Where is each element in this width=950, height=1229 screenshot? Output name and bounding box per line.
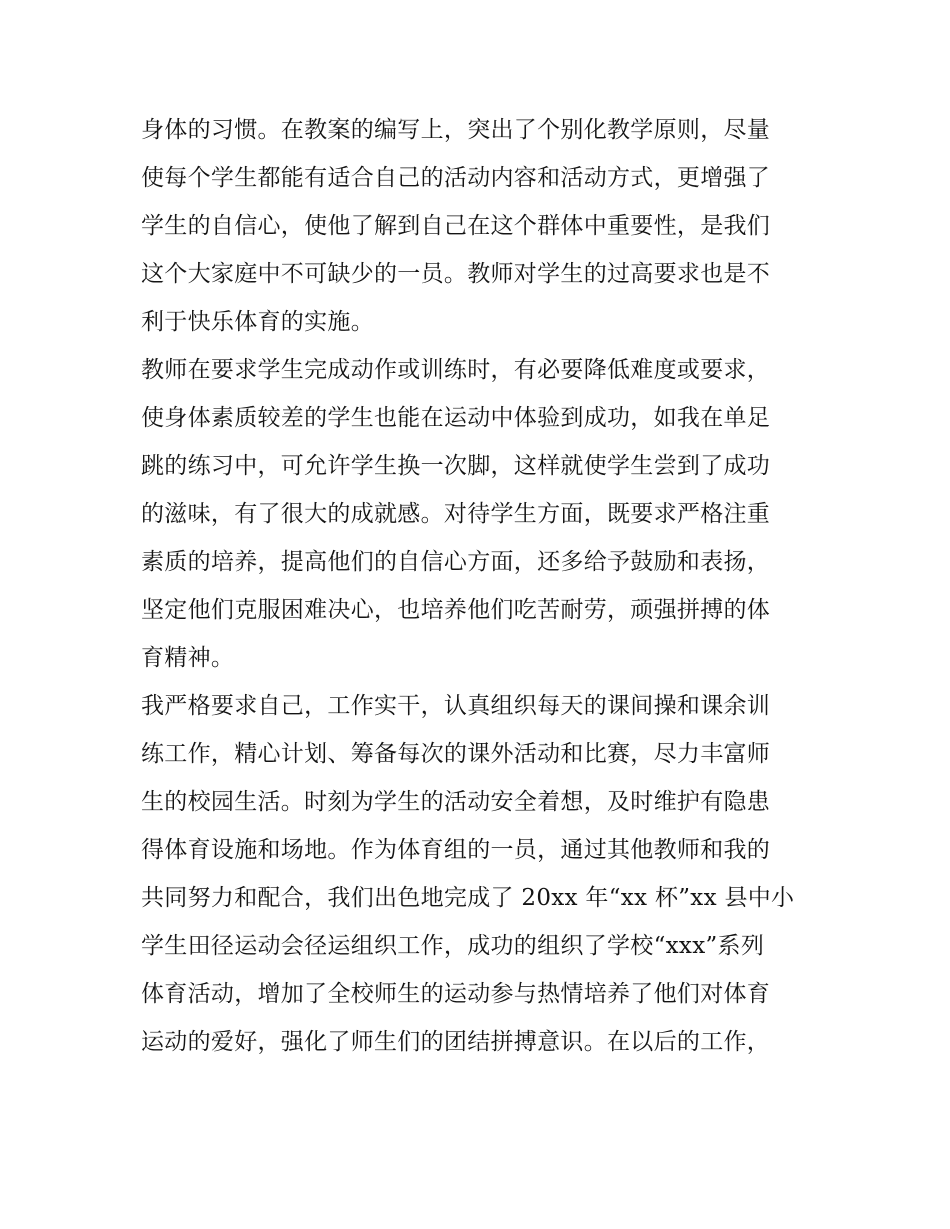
text-line: 共同努力和配合，我们出色地完成了 20xx 年“xx 杯”xx 县中小 <box>141 885 795 911</box>
text-line: 跳的练习中，可允许学生换一次脚，这样就使学生尝到了成功 <box>141 453 771 479</box>
body-text <box>141 106 821 1066</box>
text-line: 我严格要求自己，工作实干，认真组织每天的课间操和课余训 <box>141 693 771 719</box>
text-line: 使每个学生都能有适合自己的活动内容和活动方式，更增强了 <box>141 165 771 191</box>
text-line: 运动的爱好，强化了师生们的团结拼搏意识。在以后的工作， <box>141 1029 771 1055</box>
text-line: 这个大家庭中不可缺少的一员。教师对学生的过高要求也是不 <box>141 261 771 287</box>
text-line: 身体的习惯。在教案的编写上，突出了个别化教学原则，尽量 <box>141 117 771 143</box>
text-line: 得体育设施和场地。作为体育组的一员，通过其他教师和我的 <box>141 837 771 863</box>
text-line: 学生田径运动会径运组织工作，成功的组织了学校“xxx”系列 <box>141 933 765 959</box>
text-line: 的滋味，有了很大的成就感。对待学生方面，既要求严格注重 <box>141 501 771 527</box>
text-line: 利于快乐体育的实施。 <box>141 309 374 335</box>
text-line: 育精神。 <box>141 645 235 671</box>
text-line: 学生的自信心，使他了解到自己在这个群体中重要性，是我们 <box>141 213 771 239</box>
text-line: 练工作，精心计划、筹备每次的课外活动和比赛，尽力丰富师 <box>141 741 771 767</box>
text-line: 素质的培养，提高他们的自信心方面，还多给予鼓励和表扬， <box>141 549 771 575</box>
text-line: 生的校园生活。时刻为学生的活动安全着想，及时维护有隐患 <box>141 789 771 815</box>
text-line: 坚定他们克服困难决心，也培养他们吃苦耐劳，顽强拼搏的体 <box>141 597 771 623</box>
text-line: 教师在要求学生完成动作或训练时，有必要降低难度或要求， <box>141 357 771 383</box>
text-line: 体育活动，增加了全校师生的运动参与热情培养了他们对体育 <box>141 981 771 1007</box>
text-line: 使身体素质较差的学生也能在运动中体验到成功，如我在单足 <box>141 405 771 431</box>
